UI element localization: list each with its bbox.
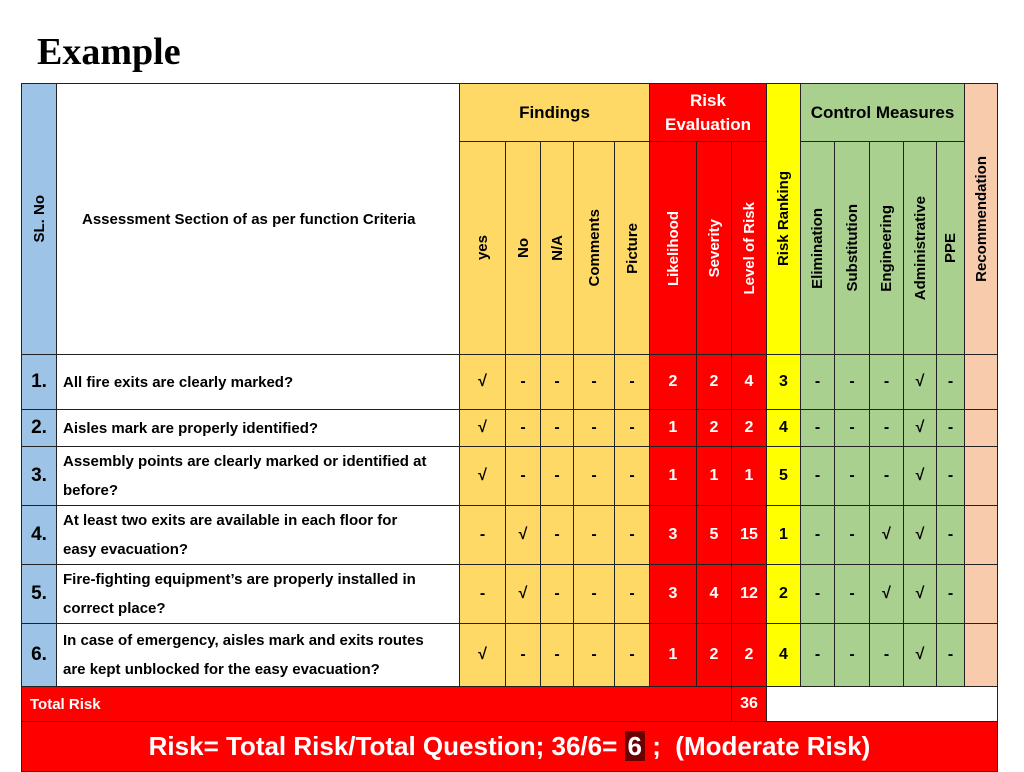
finding-cell: - bbox=[615, 506, 650, 565]
recommendation-cell bbox=[965, 624, 998, 687]
risk-cell: 2 bbox=[697, 410, 732, 447]
total-risk-blank bbox=[767, 687, 998, 722]
control-cell: - bbox=[870, 355, 904, 410]
recommendation-header: Recommendation bbox=[965, 84, 998, 355]
finding-cell: - bbox=[574, 447, 615, 506]
risk-cell: 2 bbox=[732, 410, 767, 447]
question-line: Assembly points are clearly marked or identified at bbox=[63, 453, 427, 470]
findings-col-comments: Comments bbox=[574, 142, 615, 355]
risk-cell: 2 bbox=[697, 355, 732, 410]
table-row bbox=[22, 410, 998, 447]
risk-cell: 1 bbox=[732, 447, 767, 506]
finding-cell: - bbox=[541, 355, 574, 410]
row-number: 3. bbox=[22, 447, 57, 506]
control-col-substitution: Substitution bbox=[835, 142, 870, 355]
total-risk-value: 36 bbox=[732, 687, 767, 722]
risk-cell: 1 bbox=[650, 410, 697, 447]
row-question bbox=[57, 565, 460, 624]
control-cell: - bbox=[835, 447, 870, 506]
finding-cell: - bbox=[615, 624, 650, 687]
question-line: correct place? bbox=[63, 600, 166, 617]
finding-cell: √ bbox=[460, 447, 506, 506]
question-line: before? bbox=[63, 482, 119, 499]
control-cell: - bbox=[801, 624, 835, 687]
control-cell: √ bbox=[870, 506, 904, 565]
control-cell: - bbox=[937, 624, 965, 687]
risk-ranking-cell: 1 bbox=[767, 506, 801, 565]
question-line: are kept unblocked for the easy evacuation? bbox=[63, 661, 380, 678]
control-cell: - bbox=[835, 565, 870, 624]
finding-cell: - bbox=[615, 447, 650, 506]
findings-col-yes: yes bbox=[460, 142, 506, 355]
row-question bbox=[57, 624, 460, 687]
risk-cell: 3 bbox=[650, 506, 697, 565]
control-cell: - bbox=[801, 565, 835, 624]
finding-cell: - bbox=[506, 355, 541, 410]
finding-cell: - bbox=[460, 506, 506, 565]
risk-formula bbox=[22, 722, 998, 772]
risk-cell: 12 bbox=[732, 565, 767, 624]
control-cell: √ bbox=[904, 447, 937, 506]
control-cell: √ bbox=[904, 355, 937, 410]
question-line: All fire exits are clearly marked? bbox=[63, 373, 294, 391]
findings-col-na: N/A bbox=[541, 142, 574, 355]
control-cell: - bbox=[835, 624, 870, 687]
question-line: At least two exits are available in each floor for bbox=[63, 512, 398, 529]
recommendation-cell bbox=[965, 410, 998, 447]
finding-cell: - bbox=[541, 410, 574, 447]
finding-cell: - bbox=[460, 565, 506, 624]
risk-col-severity: Severity bbox=[697, 142, 732, 355]
question-line: easy evacuation? bbox=[63, 541, 189, 558]
recommendation-cell bbox=[965, 565, 998, 624]
finding-cell: √ bbox=[460, 355, 506, 410]
risk-cell: 2 bbox=[650, 355, 697, 410]
control-cell: - bbox=[835, 410, 870, 447]
row-question bbox=[57, 506, 460, 565]
control-col-administrative: Administrative bbox=[904, 142, 937, 355]
control-cell: - bbox=[801, 506, 835, 565]
risk-col-likelihood: Likelihood bbox=[650, 142, 697, 355]
question-line: In case of emergency, aisles mark and exits routes bbox=[63, 632, 424, 649]
findings-col-picture: Picture bbox=[615, 142, 650, 355]
control-cell: - bbox=[870, 410, 904, 447]
control-cell: √ bbox=[870, 565, 904, 624]
finding-cell: - bbox=[574, 565, 615, 624]
risk-cell: 1 bbox=[650, 624, 697, 687]
control-cell: - bbox=[937, 506, 965, 565]
finding-cell: - bbox=[506, 624, 541, 687]
table-row bbox=[22, 565, 998, 624]
recommendation-cell bbox=[965, 447, 998, 506]
row-number: 4. bbox=[22, 506, 57, 565]
risk-evaluation-header: Risk Evaluation bbox=[650, 84, 767, 142]
row-number: 5. bbox=[22, 565, 57, 624]
finding-cell: - bbox=[541, 565, 574, 624]
finding-cell: √ bbox=[506, 506, 541, 565]
table-row bbox=[22, 624, 998, 687]
risk-ranking-cell: 5 bbox=[767, 447, 801, 506]
control-cell: - bbox=[870, 624, 904, 687]
question-line: Fire-fighting equipment’s are properly installed in bbox=[63, 571, 416, 588]
risk-cell: 4 bbox=[732, 355, 767, 410]
risk-ranking-cell: 4 bbox=[767, 410, 801, 447]
finding-cell: - bbox=[574, 355, 615, 410]
formula-classification: ; (Moderate Risk) bbox=[644, 731, 871, 761]
findings-col-no: No bbox=[506, 142, 541, 355]
table-row bbox=[22, 506, 998, 565]
finding-cell: - bbox=[541, 447, 574, 506]
risk-ranking-header: Risk Ranking bbox=[767, 84, 801, 355]
control-cell: - bbox=[937, 565, 965, 624]
assessment-header: Assessment Section of as per function Criteria bbox=[57, 84, 460, 355]
risk-ranking-cell: 2 bbox=[767, 565, 801, 624]
control-cell: - bbox=[870, 447, 904, 506]
finding-cell: - bbox=[615, 355, 650, 410]
row-question bbox=[57, 410, 460, 447]
control-cell: - bbox=[835, 506, 870, 565]
risk-cell: 5 bbox=[697, 506, 732, 565]
row-question bbox=[57, 447, 460, 506]
risk-assessment-table bbox=[21, 83, 998, 772]
recommendation-cell bbox=[965, 506, 998, 565]
risk-cell: 15 bbox=[732, 506, 767, 565]
finding-cell: √ bbox=[460, 410, 506, 447]
risk-cell: 1 bbox=[650, 447, 697, 506]
control-cell: - bbox=[937, 355, 965, 410]
table-row bbox=[22, 447, 998, 506]
risk-col-level: Level of Risk bbox=[732, 142, 767, 355]
finding-cell: - bbox=[615, 410, 650, 447]
table-row bbox=[22, 355, 998, 410]
page-title: Example bbox=[37, 31, 181, 73]
control-cell: √ bbox=[904, 506, 937, 565]
risk-ranking-cell: 3 bbox=[767, 355, 801, 410]
row-question bbox=[57, 355, 460, 410]
control-cell: - bbox=[801, 410, 835, 447]
formula-result-highlight: 6 bbox=[625, 731, 645, 761]
control-cell: √ bbox=[904, 565, 937, 624]
finding-cell: √ bbox=[506, 565, 541, 624]
row-number: 1. bbox=[22, 355, 57, 410]
formula-text: Risk= Total Risk/Total Question; 36/6= bbox=[148, 731, 625, 761]
control-col-engineering: Engineering bbox=[870, 142, 904, 355]
risk-cell: 3 bbox=[650, 565, 697, 624]
findings-header: Findings bbox=[460, 84, 650, 142]
risk-ranking-cell: 4 bbox=[767, 624, 801, 687]
control-col-elimination: Elimination bbox=[801, 142, 835, 355]
sl-no-header: SL. No bbox=[22, 84, 57, 355]
risk-cell: 2 bbox=[697, 624, 732, 687]
control-cell: - bbox=[835, 355, 870, 410]
finding-cell: - bbox=[506, 447, 541, 506]
control-cell: - bbox=[937, 447, 965, 506]
risk-cell: 1 bbox=[697, 447, 732, 506]
control-cell: √ bbox=[904, 410, 937, 447]
control-col-ppe: PPE bbox=[937, 142, 965, 355]
control-cell: √ bbox=[904, 624, 937, 687]
risk-formula-row bbox=[22, 722, 998, 772]
risk-cell: 2 bbox=[732, 624, 767, 687]
finding-cell: - bbox=[574, 624, 615, 687]
recommendation-cell bbox=[965, 355, 998, 410]
finding-cell: - bbox=[574, 410, 615, 447]
finding-cell: - bbox=[574, 506, 615, 565]
total-risk-row bbox=[22, 687, 998, 722]
finding-cell: - bbox=[541, 624, 574, 687]
control-cell: - bbox=[801, 355, 835, 410]
row-number: 2. bbox=[22, 410, 57, 447]
total-risk-label: Total Risk bbox=[22, 687, 732, 722]
finding-cell: - bbox=[615, 565, 650, 624]
row-number: 6. bbox=[22, 624, 57, 687]
control-cell: - bbox=[801, 447, 835, 506]
control-cell: - bbox=[937, 410, 965, 447]
risk-cell: 4 bbox=[697, 565, 732, 624]
finding-cell: √ bbox=[460, 624, 506, 687]
finding-cell: - bbox=[541, 506, 574, 565]
question-line: Aisles mark are properly identified? bbox=[63, 419, 319, 437]
control-measures-header: Control Measures bbox=[801, 84, 965, 142]
finding-cell: - bbox=[506, 410, 541, 447]
